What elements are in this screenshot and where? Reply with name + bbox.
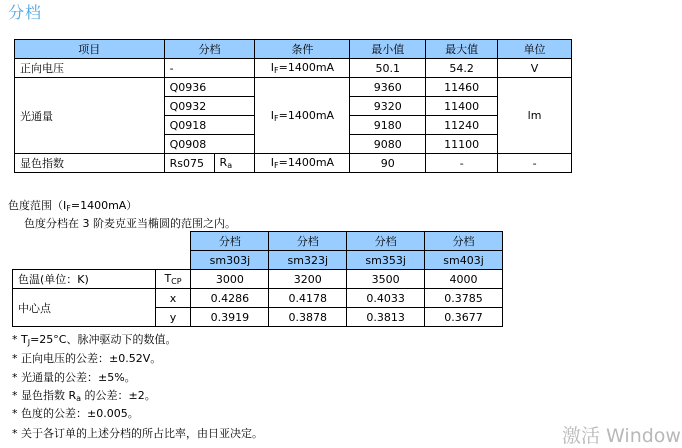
- footnote-chromaticity-tolerance: * 色度的公差：±0.005。: [12, 407, 139, 420]
- bin-code: sm403j: [425, 251, 503, 270]
- flux-label: 光通量: [15, 78, 165, 154]
- footnote-junction-temp: * $T_J=25^\circ C$、脉冲驱动下的数值。: [12, 333, 177, 347]
- flux-max: 11100: [426, 135, 498, 154]
- flux-min: 9180: [350, 116, 426, 135]
- forward-voltage-max: 54.2: [426, 59, 498, 78]
- y-symbol: y: [155, 308, 191, 327]
- table-row: [15, 154, 572, 173]
- cct-value: 3000: [191, 270, 269, 289]
- cri-label: 显色指数: [15, 154, 165, 173]
- cri-max: -: [426, 154, 498, 173]
- cct-value: 4000: [425, 270, 503, 289]
- forward-voltage-unit: V: [498, 59, 572, 78]
- header-unit: 单位: [498, 40, 572, 59]
- table-header-row: [13, 232, 503, 251]
- flux-bin: Q0918: [164, 116, 255, 135]
- flux-bin: Q0932: [164, 97, 255, 116]
- flux-condition: $I_F=1400mA$: [255, 78, 350, 154]
- cct-label: 色温(单位：K): [13, 270, 156, 289]
- table-row: [13, 270, 503, 289]
- flux-bin: Q0936: [164, 78, 255, 97]
- flux-max: 11240: [426, 116, 498, 135]
- cct-value: 3500: [347, 270, 425, 289]
- forward-voltage-label: 正向电压: [15, 59, 165, 78]
- page-title: 分档: [8, 3, 43, 22]
- section-heading: 色度范围$(I_F=1400mA)$: [8, 199, 138, 213]
- x-symbol: x: [155, 289, 191, 308]
- footnote-bin-ratio: * 关于各订单的上述分档的所占比率，由日亚决定。: [12, 427, 263, 440]
- flux-max: 11400: [426, 97, 498, 116]
- cct-value: 3200: [269, 270, 347, 289]
- bin-code: sm353j: [347, 251, 425, 270]
- cct-symbol: $T_{CP}$: [155, 270, 191, 289]
- cri-symbol: $R_a$: [214, 154, 255, 173]
- center-label: 中心点: [13, 289, 156, 327]
- flux-unit: lm: [498, 78, 572, 154]
- bin-code: sm323j: [269, 251, 347, 270]
- chromaticity-table: [12, 231, 503, 327]
- flux-min: 9080: [350, 135, 426, 154]
- y-value: 0.3813: [347, 308, 425, 327]
- x-value: 0.4033: [347, 289, 425, 308]
- bin-header: 分档: [425, 232, 503, 251]
- cri-unit: -: [498, 154, 572, 173]
- table-header-row: [15, 40, 572, 59]
- blank-corner: [13, 232, 191, 270]
- y-value: 0.3878: [269, 308, 347, 327]
- footnote-flux-tolerance: * 光通量的公差：±5%。: [12, 371, 136, 384]
- bin-header: 分档: [347, 232, 425, 251]
- flux-bin: Q0908: [164, 135, 255, 154]
- footnote-cri-tolerance: * 显色指数 $R_a$ 的公差：±2。: [12, 389, 156, 403]
- header-condition: 条件: [255, 40, 350, 59]
- header-bin: 分档: [164, 40, 255, 59]
- flux-min: 9360: [350, 78, 426, 97]
- cri-bin: Rs075: [164, 154, 214, 173]
- flux-max: 11460: [426, 78, 498, 97]
- bin-table: [14, 39, 572, 173]
- y-value: 0.3919: [191, 308, 269, 327]
- x-value: 0.3785: [425, 289, 503, 308]
- forward-voltage-bin: -: [164, 59, 255, 78]
- bin-header: 分档: [191, 232, 269, 251]
- x-value: 0.4286: [191, 289, 269, 308]
- forward-voltage-condition: $I_F=1400mA$: [255, 59, 350, 78]
- header-max: 最大值: [426, 40, 498, 59]
- bin-header: 分档: [269, 232, 347, 251]
- y-value: 0.3677: [425, 308, 503, 327]
- header-min: 最小值: [350, 40, 426, 59]
- header-item: 项目: [15, 40, 165, 59]
- bin-code: sm303j: [191, 251, 269, 270]
- section-note: 色度分档在 3 阶麦克亚当椭圆的范围之内。: [24, 217, 236, 230]
- forward-voltage-min: 50.1: [350, 59, 426, 78]
- cri-min: 90: [350, 154, 426, 173]
- activation-watermark: 激活 Window: [562, 425, 681, 447]
- flux-min: 9320: [350, 97, 426, 116]
- cri-condition: $I_F=1400mA$: [255, 154, 350, 173]
- table-row: [15, 78, 572, 97]
- x-value: 0.4178: [269, 289, 347, 308]
- table-row: [13, 289, 503, 308]
- footnote-voltage-tolerance: * 正向电压的公差：±0.52V。: [12, 352, 162, 365]
- table-row: [15, 59, 572, 78]
